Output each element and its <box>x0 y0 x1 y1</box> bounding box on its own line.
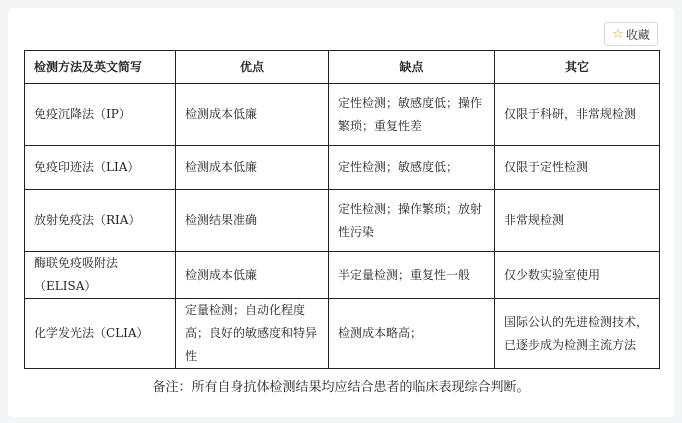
header-method: 检测方法及英文简写 <box>25 51 176 84</box>
cell-other: 仅限于定性检测 <box>495 146 660 190</box>
table-row <box>25 146 660 190</box>
table-header-row <box>25 51 660 84</box>
star-icon: ☆ <box>612 26 624 42</box>
table-row <box>25 190 660 252</box>
cell-advantages: 定量检测；自动化程度高；良好的敏感度和特异性 <box>176 299 329 369</box>
cell-other: 仅限于科研，非常规检测 <box>495 84 660 146</box>
cell-other: 非常规检测 <box>495 190 660 252</box>
cell-method: 免疫沉降法（IP） <box>25 84 176 146</box>
favorite-label: 收藏 <box>625 27 650 42</box>
cell-disadvantages: 定性检测；操作繁琐；放射性污染 <box>329 190 495 252</box>
favorite-button[interactable] <box>604 22 658 46</box>
comparison-table <box>24 50 660 369</box>
table-row <box>25 299 660 369</box>
cell-advantages: 检测结果准确 <box>176 190 329 252</box>
cell-disadvantages: 定性检测；敏感度低；操作繁琐；重复性差 <box>329 84 495 146</box>
header-other: 其它 <box>495 51 660 84</box>
footnote: 备注：所有自身抗体检测结果均应结合患者的临床表现综合判断。 <box>152 380 530 395</box>
cell-method: 化学发光法（CLIA） <box>25 299 176 369</box>
cell-other: 国际公认的先进检测技术，已逐步成为检测主流方法 <box>495 299 660 369</box>
cell-disadvantages: 定性检测；敏感度低； <box>329 146 495 190</box>
cell-advantages: 检测成本低廉 <box>176 84 329 146</box>
cell-disadvantages: 检测成本略高； <box>329 299 495 369</box>
header-advantages: 优点 <box>176 51 329 84</box>
table-row <box>25 84 660 146</box>
cell-method: 酶联免疫吸附法（ELISA） <box>25 252 176 299</box>
cell-method: 免疫印迹法（LIA） <box>25 146 176 190</box>
cell-advantages: 检测成本低廉 <box>176 146 329 190</box>
cell-other: 仅少数实验室使用 <box>495 252 660 299</box>
header-disadvantages: 缺点 <box>329 51 495 84</box>
cell-disadvantages: 半定量检测；重复性一般 <box>329 252 495 299</box>
cell-advantages: 检测成本低廉 <box>176 252 329 299</box>
table-row <box>25 252 660 299</box>
cell-method: 放射免疫法（RIA） <box>25 190 176 252</box>
